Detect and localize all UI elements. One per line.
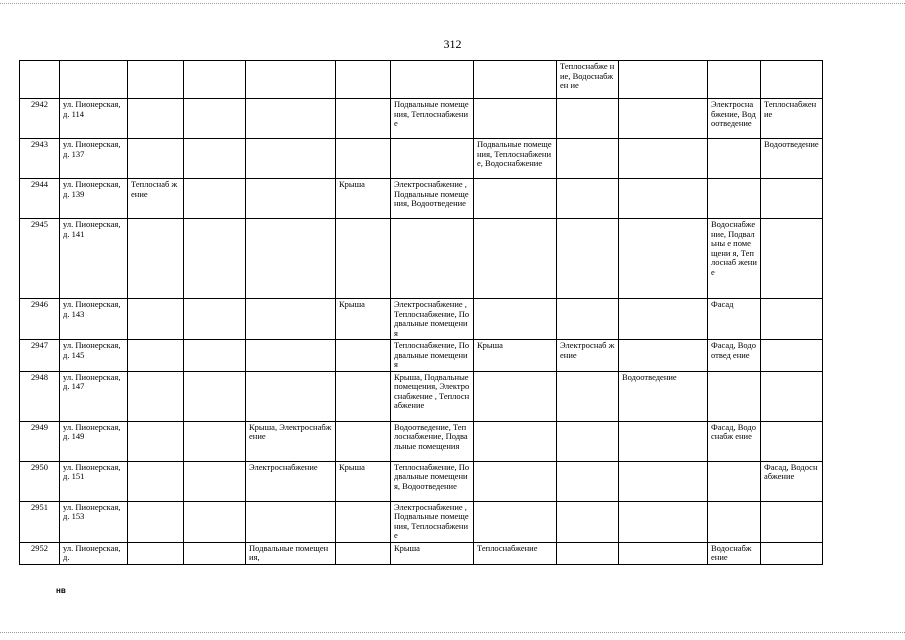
work-type-cell xyxy=(336,139,391,179)
work-type-cell xyxy=(391,219,474,299)
row-number-cell: 2947 xyxy=(20,340,60,372)
row-number-cell: 2952 xyxy=(20,542,60,564)
work-type-cell xyxy=(761,340,823,372)
work-type-cell xyxy=(246,219,336,299)
header-cell xyxy=(246,61,336,99)
address-cell: ул. Пионерская, д. 147 xyxy=(60,371,128,421)
work-type-cell xyxy=(128,99,184,139)
work-type-cell: Фасад xyxy=(708,299,761,340)
work-type-cell xyxy=(557,542,619,564)
work-type-cell xyxy=(184,340,246,372)
work-type-cell xyxy=(557,139,619,179)
header-cell: Теплоснабже ние, Водоснабжен ие xyxy=(557,61,619,99)
work-type-cell: Подвальные помещения, xyxy=(246,542,336,564)
work-type-cell xyxy=(557,371,619,421)
row-number-cell: 2944 xyxy=(20,179,60,219)
row-number-cell: 2949 xyxy=(20,421,60,461)
address-cell: ул. Пионерская, д. 139 xyxy=(60,179,128,219)
register-table xyxy=(19,60,823,565)
work-type-cell: Подвальные помещения, Теплоснабжение, Водоснабжение xyxy=(474,139,557,179)
work-type-cell xyxy=(474,421,557,461)
work-type-cell: Крыша, Подвальные помещения, Электроснабжение , Теплоснабжение xyxy=(391,371,474,421)
address-cell: ул. Пионерская, д. 151 xyxy=(60,461,128,501)
work-type-cell xyxy=(557,461,619,501)
work-type-cell xyxy=(557,99,619,139)
address-cell: ул. Пионерская, д. 137 xyxy=(60,139,128,179)
header-cell xyxy=(474,61,557,99)
table-row xyxy=(20,542,823,564)
page-number: 312 xyxy=(443,37,462,51)
scan-edge-bottom xyxy=(0,632,905,634)
work-type-cell: Теплоснабжение, Подвальные помещения, Водоотведение xyxy=(391,461,474,501)
work-type-cell xyxy=(557,299,619,340)
work-type-cell xyxy=(128,219,184,299)
work-type-cell: Крыша, Электроснабжение xyxy=(246,421,336,461)
work-type-cell: Крыша xyxy=(336,179,391,219)
work-type-cell xyxy=(619,461,708,501)
work-type-cell: Теплоснабжение xyxy=(761,99,823,139)
work-type-cell xyxy=(708,139,761,179)
work-type-cell xyxy=(128,371,184,421)
row-number-cell: 2945 xyxy=(20,219,60,299)
work-type-cell xyxy=(184,299,246,340)
work-type-cell: Теплоснаб жение xyxy=(128,179,184,219)
row-number-cell: 2948 xyxy=(20,371,60,421)
work-type-cell xyxy=(474,179,557,219)
work-type-cell: Фасад, Водоснабжение xyxy=(761,461,823,501)
work-type-cell xyxy=(246,340,336,372)
work-type-cell xyxy=(619,139,708,179)
work-type-cell xyxy=(246,99,336,139)
work-type-cell xyxy=(557,501,619,542)
header-cell xyxy=(708,61,761,99)
work-type-cell xyxy=(336,99,391,139)
work-type-cell xyxy=(391,139,474,179)
work-type-cell xyxy=(708,461,761,501)
header-cell xyxy=(128,61,184,99)
header-cell xyxy=(60,61,128,99)
work-type-cell xyxy=(184,371,246,421)
work-type-cell xyxy=(184,139,246,179)
work-type-cell xyxy=(128,299,184,340)
header-cell xyxy=(761,61,823,99)
work-type-cell xyxy=(474,371,557,421)
table-row xyxy=(20,421,823,461)
work-type-cell xyxy=(474,299,557,340)
work-type-cell xyxy=(128,542,184,564)
table-row xyxy=(20,299,823,340)
work-type-cell xyxy=(246,179,336,219)
work-type-cell: Крыша xyxy=(391,542,474,564)
work-type-cell: Электроснабжение , Подвальные помещения, Теплоснабжение xyxy=(391,501,474,542)
table-header-row xyxy=(20,61,823,99)
address-cell: ул. Пионерская, д. 143 xyxy=(60,299,128,340)
work-type-cell: Электроснабжение , Подвальные помещения, Водоотведение xyxy=(391,179,474,219)
work-type-cell xyxy=(474,501,557,542)
work-type-cell xyxy=(761,219,823,299)
table-row xyxy=(20,139,823,179)
work-type-cell xyxy=(619,340,708,372)
table-row xyxy=(20,99,823,139)
work-type-cell xyxy=(557,219,619,299)
work-type-cell xyxy=(761,421,823,461)
work-type-cell xyxy=(246,501,336,542)
header-cell xyxy=(184,61,246,99)
footer-mark: нв xyxy=(56,586,66,595)
work-type-cell: Крыша xyxy=(336,461,391,501)
address-cell: ул. Пионерская, д. xyxy=(60,542,128,564)
work-type-cell xyxy=(128,421,184,461)
work-type-cell xyxy=(474,461,557,501)
work-type-cell xyxy=(619,501,708,542)
work-type-cell: Электроснаб жение xyxy=(557,340,619,372)
work-type-cell: Фасад, Водоотвед ение xyxy=(708,340,761,372)
work-type-cell xyxy=(619,299,708,340)
header-cell xyxy=(20,61,60,99)
header-cell xyxy=(619,61,708,99)
table-row xyxy=(20,501,823,542)
work-type-cell xyxy=(474,219,557,299)
work-type-cell xyxy=(619,542,708,564)
work-type-cell xyxy=(336,501,391,542)
work-type-cell xyxy=(336,219,391,299)
table-row xyxy=(20,461,823,501)
address-cell: ул. Пионерская, д. 149 xyxy=(60,421,128,461)
address-cell: ул. Пионерская, д. 141 xyxy=(60,219,128,299)
work-type-cell: Водоотведение, Теплоснабжение, Подвальные помещения xyxy=(391,421,474,461)
work-type-cell xyxy=(336,371,391,421)
row-number-cell: 2951 xyxy=(20,501,60,542)
address-cell: ул. Пионерская, д. 153 xyxy=(60,501,128,542)
header-cell xyxy=(336,61,391,99)
work-type-cell xyxy=(336,542,391,564)
work-type-cell: Электроснабжение xyxy=(246,461,336,501)
work-type-cell: Водоотведение xyxy=(761,139,823,179)
address-cell: ул. Пионерская, д. 114 xyxy=(60,99,128,139)
work-type-cell xyxy=(761,501,823,542)
register-table-body xyxy=(20,61,823,565)
work-type-cell xyxy=(184,542,246,564)
work-type-cell xyxy=(474,99,557,139)
scan-edge-top xyxy=(0,3,905,5)
work-type-cell: Электроснабжение , Теплоснабжение, Подвальные помещения xyxy=(391,299,474,340)
table-row xyxy=(20,219,823,299)
work-type-cell xyxy=(128,139,184,179)
work-type-cell xyxy=(246,299,336,340)
table-row xyxy=(20,371,823,421)
work-type-cell xyxy=(708,501,761,542)
work-type-cell xyxy=(619,99,708,139)
work-type-cell: Теплоснабжение xyxy=(474,542,557,564)
work-type-cell xyxy=(708,179,761,219)
row-number-cell: 2950 xyxy=(20,461,60,501)
work-type-cell: Крыша xyxy=(336,299,391,340)
work-type-cell xyxy=(761,299,823,340)
work-type-cell xyxy=(184,461,246,501)
table-row xyxy=(20,179,823,219)
work-type-cell xyxy=(336,340,391,372)
work-type-cell: Подвальные помещения, Теплоснабжение xyxy=(391,99,474,139)
row-number-cell: 2942 xyxy=(20,99,60,139)
work-type-cell: Электроснабжение, Водоотведение xyxy=(708,99,761,139)
work-type-cell xyxy=(761,371,823,421)
address-cell: ул. Пионерская, д. 145 xyxy=(60,340,128,372)
work-type-cell xyxy=(128,340,184,372)
work-type-cell: Водоотведение xyxy=(619,371,708,421)
work-type-cell xyxy=(761,542,823,564)
work-type-cell xyxy=(336,421,391,461)
header-cell xyxy=(391,61,474,99)
work-type-cell xyxy=(246,371,336,421)
work-type-cell xyxy=(708,371,761,421)
work-type-cell xyxy=(619,179,708,219)
work-type-cell xyxy=(184,99,246,139)
work-type-cell xyxy=(184,179,246,219)
work-type-cell xyxy=(128,501,184,542)
work-type-cell xyxy=(557,179,619,219)
row-number-cell: 2946 xyxy=(20,299,60,340)
work-type-cell xyxy=(761,179,823,219)
work-type-cell xyxy=(619,219,708,299)
work-type-cell: Фасад, Водоснабж ение xyxy=(708,421,761,461)
work-type-cell xyxy=(184,421,246,461)
work-type-cell xyxy=(246,139,336,179)
work-type-cell xyxy=(128,461,184,501)
work-type-cell: Крыша xyxy=(474,340,557,372)
row-number-cell: 2943 xyxy=(20,139,60,179)
work-type-cell xyxy=(619,421,708,461)
work-type-cell xyxy=(184,219,246,299)
work-type-cell: Теплоснабжение, Подвальные помещения xyxy=(391,340,474,372)
work-type-cell: Водоснабже ние, Подвальны е помещени я, Теплоснаб жение xyxy=(708,219,761,299)
table-row xyxy=(20,340,823,372)
work-type-cell: Водоснабж ение xyxy=(708,542,761,564)
work-type-cell xyxy=(557,421,619,461)
work-type-cell xyxy=(184,501,246,542)
